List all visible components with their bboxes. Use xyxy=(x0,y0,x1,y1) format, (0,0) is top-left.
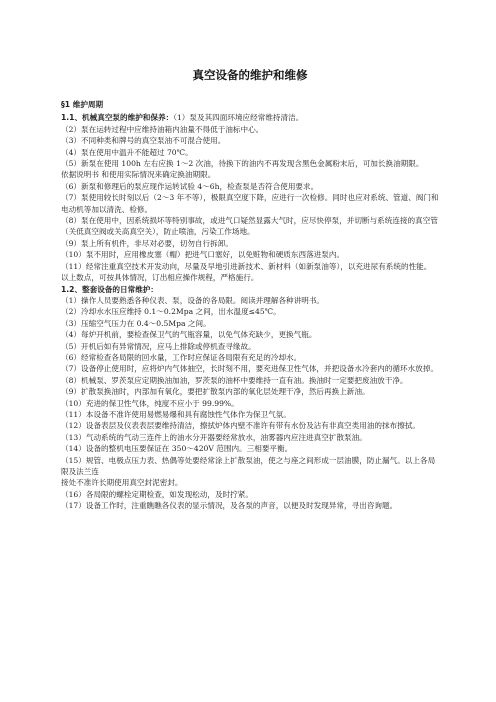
document-title: 真空设备的维护和维修 xyxy=(192,68,308,82)
subsection-2-item: （7）设备停止使用时，应将炉内气体抽空，长时刻不用，要充进保卫性气体，并把设备水冷套内的循环水放掉。 xyxy=(61,364,438,374)
subsection-1-item: （1）泵及其四面环境应经常维持清洁。 xyxy=(173,113,304,123)
subsection-1-item: （4）泵在使用中温升不能超过 70℃。 xyxy=(61,147,193,157)
subsection-2-item: 接处不准许长期使用真空封泥密封。 xyxy=(61,478,183,488)
subsection-2-item: （2）冷却水水压应维持 0.1～0.2Mpa 之间，出水温度≤45℃。 xyxy=(61,307,281,317)
subsection-1-item: （10）泵不用时，应用橡皮塞（帽）把进气口塞好，以免赃物和硬质东西落进泵内。 xyxy=(61,250,345,260)
subsection-1-note: 依据说明书 和使用实际情况来确定换油期限。 xyxy=(61,170,216,180)
subsection-1-item: （8）泵在使用中，因系统损坏等特别事故，或进气口疑然显露大气时，应尽快停泵，并切断与系统连接的真空管（关低真空阀或关高真空关），防止喷油，污染工作场地。 xyxy=(61,216,438,237)
document-page xyxy=(61,56,439,512)
subsection-1-lead xyxy=(61,112,439,123)
subsection-2-item: （4）每炉开机前，要检查保卫气的气瓶容量，以免气体充缺少，更换气瓶。 xyxy=(61,330,317,340)
subsection-1-item: （9）泵上所有机件，非尽对必要，切勿自行拆卸。 xyxy=(61,238,233,248)
subsection-1-item: （5）新泵在使用 100h 左右应换 1～2 次油，待换下的油内不再发现含黑色金属粉末后，可加长换油期限。 xyxy=(61,159,424,169)
subsection-2-item: （1）操作人员要熟悉各种仪表、泵，设备的各局限。阅读并理解各种讲明书。 xyxy=(61,295,325,305)
subsection-2-item: （3）压缩空气压力在 0.4～0.5Mpa 之间。 xyxy=(61,318,211,328)
subsection-2-item: （11）本设备不准许使用易燃易爆和具有腐蚀性气体作为保卫气氛。 xyxy=(61,409,291,419)
subsection-2-heading: 1.2、整套设备的日常维护： xyxy=(61,284,158,294)
subsection-2-item: （13）气动系统的气动三连件上的油水分开器要经常放水，油雾器内应注进真空扩散泵油。 xyxy=(61,432,367,442)
subsection-2-item: （14）设备的整机电压要保证在 350～420V 范围内。三相要平衡。 xyxy=(61,444,293,454)
subsection-2-item: （12）设备表层及仪表表层要维持清洁，擦拭炉体内壁不准许有带有水份及沾有非真空类用油的抹布擦拭。 xyxy=(61,421,420,431)
subsection-1-item: （6）新泵和修理后的泵应现作运转试验 4～6h，检查泵是否符合使用要求。 xyxy=(61,181,319,191)
subsection-1-item: （7）泵使用较长时刻以后（2～3 年不等），极限真空度下降，应进行一次检修。同时也应对系统、管道、阀门和电动机等加以清洗、检修。 xyxy=(61,193,439,214)
section-heading: §1 维护周期 xyxy=(61,100,104,109)
subsection-2-item: （15）规管、电极点压力表、热偶等处要经常涂上扩散泵油，使之与座之间形成一层油膜，防止漏气。以上各局限及法兰连 xyxy=(61,455,436,476)
subsection-2-item: （8）机械泵、罗茨泵应定期换油加油，罗茨泵的油杯中要维持一直有油。换油时一定要把废油放干净。 xyxy=(61,375,408,385)
subsection-2-item: （10）充进的保卫性气体，纯度不应小于 99.99%。 xyxy=(61,398,239,408)
subsection-1-item: （2）泵在运转过程中应维持油箱内油量不得低于油标中心。 xyxy=(61,124,264,134)
subsection-1-item: （11）经常注重真空技术开发动向，尽量及早地引进新技术、新材料（如新泵油等），以充进尿有系统的性能。 xyxy=(61,261,432,271)
subsection-1-heading: 1.1、机械真空泵的维护和保养： xyxy=(61,113,174,123)
subsection-2-item: （5）开机后如有异常情况，应马上排除或停机查寻缘故。 xyxy=(61,341,256,351)
subsection-2-item: （6）经常检查各局限的回水量，工作时应保证各局限有充足的冷却水。 xyxy=(61,352,302,362)
subsection-1-item: （3）不同种类和牌号的真空泵油不可混合使用。 xyxy=(61,136,226,146)
subsection-2-item: （9）扩散泵换油时，内部加有氧化，要把扩散泵内部的氧化层处理干净，然后再换上新油。 xyxy=(61,387,370,397)
subsection-2-item: （17）设备工作时，注重瞧瞧各仪表的显示情况，及各泵的声音，以便及时发现异常，寻出咨询题。 xyxy=(61,501,398,511)
subsection-2-item: （16）各局限的螺栓定期检查，如发现松动，及时拧紧。 xyxy=(61,489,253,499)
subsection-1-note: 以上数点，可按具体情况，订出相应操作规程，严格施行。 xyxy=(61,273,259,283)
